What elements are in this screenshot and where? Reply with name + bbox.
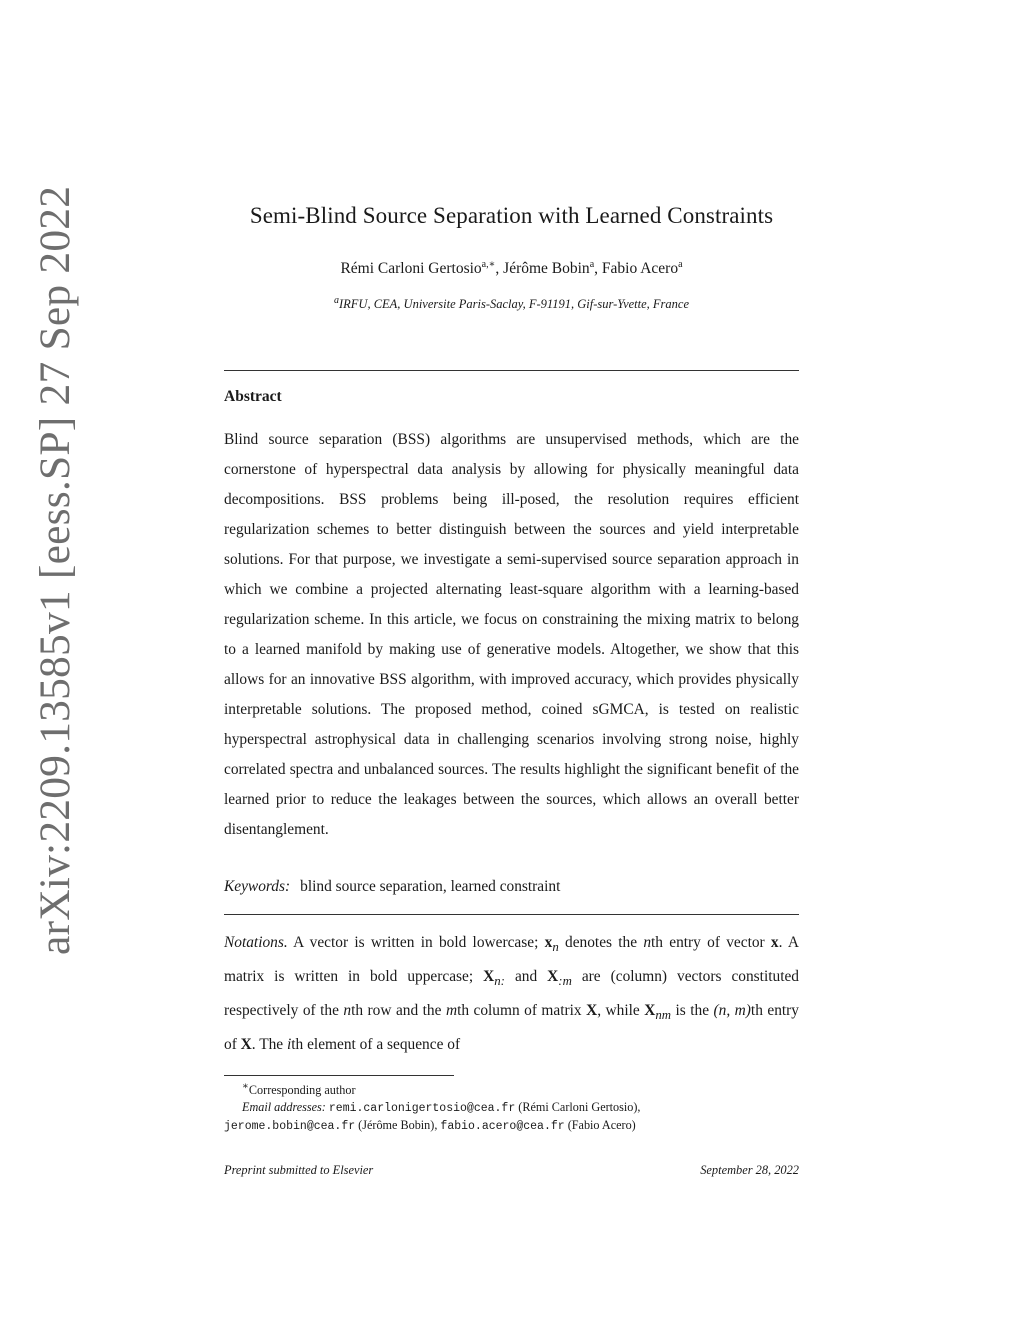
email-owner: (Jérôme Bobin), [358,1118,438,1133]
notations-text: th row and the [351,1002,446,1020]
notations-paragraph [224,928,799,1060]
preprint-date: September 28, 2022 [700,1163,799,1177]
email-owner: (Fabio Acero) [567,1118,636,1133]
affiliation-text: IRFU, CEA, Universite Paris-Saclay, F-91191, Gif-sur-Yvette, France [338,297,690,312]
math-symbol: n [643,934,652,951]
preprint-journal: Preprint submitted to Elsevier [224,1163,374,1177]
arxiv-identifier: arXiv:2209.13585v1 [eess.SP] 27 Sep 2022 [31,185,79,955]
notations-text: are (column) vectors constituted respectively of the [224,968,800,1020]
math-symbol: m [445,1002,458,1020]
notations-text: . A matrix is written in bold uppercase; [224,934,799,986]
math-symbol: (n, m) [713,1002,751,1020]
notations-text: and [504,968,548,986]
notations-text: denotes the [558,934,644,951]
email-addresses-line [224,1117,799,1136]
author-name: Jérôme Bobin [503,260,590,278]
author-name: Rémi Carloni Gertosio [340,260,482,278]
author-name: Fabio Acero [601,260,679,278]
math-symbol: x [544,934,553,951]
author-affiliation-mark: a [678,259,683,270]
notations-text: A vector is written in bold lowercase; [287,934,545,951]
email-owner: (Rémi Carloni Gertosio), [518,1099,641,1114]
notations-text: is the [671,1002,714,1020]
paper-title: Semi-Blind Source Separation with Learned Constraints [249,203,774,228]
math-symbol: X [240,1036,252,1054]
email-link[interactable]: fabio.acero@cea.fr [440,1120,565,1134]
math-symbol: n [343,1002,352,1020]
author-affiliation-mark: a,∗ [481,259,496,270]
footnotes [224,1079,799,1136]
keywords-text: blind source separation, learned constraint [300,878,561,895]
abstract-top-rule [224,370,799,371]
email-link[interactable]: remi.carlonigertosio@cea.fr [328,1101,516,1115]
math-symbol: X [586,1002,598,1020]
math-subscript: :m [558,974,572,989]
math-subscript: n: [494,974,505,989]
math-subscript: n [552,940,559,955]
affiliation [224,295,799,312]
math-subscript: nm [655,1008,672,1023]
notations-text: , while [597,1002,645,1020]
email-addresses-line [224,1099,799,1118]
math-symbol: i [287,1036,292,1054]
math-symbol: x [770,934,779,951]
abstract-bottom-rule [224,914,799,915]
keywords-label: Keywords: [224,878,291,895]
notations-text: th entry of [224,1002,799,1054]
corresponding-author-note: ∗Corresponding author [242,1081,356,1098]
abstract-heading: Abstract [224,388,282,405]
notations-text: th entry of vector [651,934,771,951]
notations-text: th column of matrix [457,1002,587,1020]
math-symbol: X [644,1002,656,1020]
math-symbol: X [483,968,495,986]
author-list: Rémi Carloni Gertosio$^{a,∗}$, Jérôme Bobin$^a$, Fabio Acero$^a$ [340,259,683,278]
math-symbol: X [547,968,559,986]
corresponding-author-text: Corresponding author [248,1083,356,1098]
preprint-footer [224,1163,799,1178]
notations-text: th element of a sequence of [291,1036,461,1054]
keywords [224,878,799,896]
footnote-rule [224,1075,454,1076]
email-link[interactable]: jerome.bobin@cea.fr [224,1120,356,1134]
notations-label: Notations. [224,934,288,951]
author-affiliation-mark: a [589,259,595,270]
email-label: Email addresses: [242,1099,326,1114]
affiliation-mark: a [333,295,339,306]
notations-text: . The [251,1036,287,1054]
abstract-text: Blind source separation (BSS) algorithms are unsupervised methods, which are the cornerstone of hyperspectral data analysis by allowing for physically meaningful data decompositions. BSS problems being ill-posed, the resolution requires efficient regularization schemes to better distinguish between the sources and yield interpretable solutions. For that purpose, we investigate a semi-supervised source separation approach in which we combine a projected alternating least-square algorithm with a learning-based regularization scheme. In this article, we focus on constraining the mixing matrix to belong to a learned manifold by making use of generative models. Altogether, we show that this allows for an innovative BSS algorithm, with improved accuracy, which provides physically interpretable solutions. The proposed method, coined sGMCA, is tested on realistic hyperspectral astrophysical data in challenging scenarios involving strong noise, highly correlated spectra and unbalanced sources. The results highlight the significant benefit of the learned prior to reduce the leakages between the sources, which allows an overall better disentanglement. [224,431,799,838]
